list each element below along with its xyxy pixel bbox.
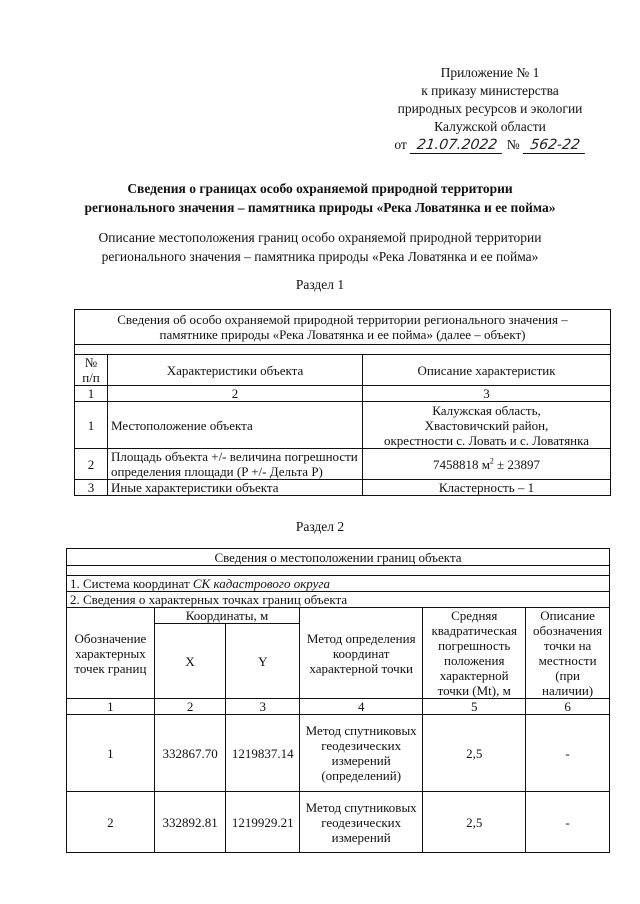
location-line-2: Хвастовичский район, — [424, 417, 549, 433]
index-row — [67, 699, 610, 715]
area-value — [363, 449, 611, 480]
object-info-table — [74, 309, 611, 496]
coordinate-system-value: СК кадастрового округа — [192, 576, 330, 591]
title-line-1: Сведения о границах особо охраняемой природной территории — [127, 181, 513, 196]
section-2-heading: Раздел 2 — [295, 519, 345, 534]
location-line-1: Калужская область, — [432, 402, 541, 418]
coordinate-system-label: 1. Система координат — [70, 576, 193, 591]
boundary-points-table — [66, 548, 610, 853]
header-method: Метод определения координат характерной точки — [300, 608, 423, 699]
point-error: 2,5 — [423, 792, 526, 853]
table-row — [75, 402, 611, 449]
appendix-block — [370, 64, 610, 154]
row-description: Кластерность – 1 — [363, 480, 611, 496]
appendix-line-4: Калужской области — [434, 119, 546, 134]
header-x: X — [154, 624, 226, 699]
row-num: 2 — [75, 449, 108, 480]
section-1-heading: Раздел 1 — [295, 277, 345, 292]
table-row — [67, 715, 610, 792]
table-row — [75, 449, 611, 480]
index-row — [75, 386, 611, 402]
index-cell: 2 — [154, 699, 226, 715]
header-num: № п/п — [75, 355, 108, 386]
row-description — [363, 402, 611, 449]
index-cell: 4 — [300, 699, 423, 715]
subtitle-line-1: Описание местоположения границ особо охраняемой природной территории — [98, 230, 542, 245]
row-num: 3 — [75, 480, 108, 496]
row-num: 1 — [75, 402, 108, 449]
area-unit-superscript: 2 — [489, 456, 494, 466]
from-label: от — [394, 137, 407, 152]
point-error: 2,5 — [423, 715, 526, 792]
point-method: Метод спутниковых геодезических измерений (определений) — [300, 715, 423, 792]
coordinate-system-row — [67, 576, 610, 592]
header-desc: Описание обозначения точки на местности (при наличии) — [526, 608, 610, 699]
header-coords: Координаты, м — [154, 608, 299, 624]
point-method: Метод спутниковых геодезических измерений — [300, 792, 423, 853]
table-row — [67, 792, 610, 853]
area-name-line-2: определения площади (P +/- Дельта P) — [111, 464, 323, 479]
index-cell: 3 — [226, 699, 300, 715]
object-info-caption — [75, 310, 611, 345]
point-y: 1219837.14 — [226, 715, 300, 792]
point-x: 332892.81 — [154, 792, 226, 853]
object-info-caption-line-1: Сведения об особо охраняемой природной территории регионального значения – — [117, 312, 568, 327]
header-characteristic: Характеристики объекта — [108, 355, 363, 386]
order-number-handwritten: 562-22 — [522, 137, 586, 154]
index-cell: 5 — [423, 699, 526, 715]
appendix-line-2: к приказу министерства — [421, 83, 559, 98]
document-subtitle — [40, 228, 600, 266]
index-cell: 2 — [108, 386, 363, 402]
row-characteristic — [108, 449, 363, 480]
row-characteristic: Иные характеристики объекта — [108, 480, 363, 496]
header-error: Средняя квадратическая погрешность положения характерной точки (Mt), м — [423, 608, 526, 699]
header-description: Описание характеристик — [363, 355, 611, 386]
boundary-caption: Сведения о местоположении границ объекта — [67, 549, 610, 566]
object-info-caption-line-2: памятнике природы «Река Ловатянка и ее пойма» (далее – объект) — [159, 327, 526, 342]
point-x: 332867.70 — [154, 715, 226, 792]
row-characteristic: Местоположение объекта — [108, 402, 363, 449]
spacer-row — [75, 345, 611, 355]
index-cell: 1 — [67, 699, 155, 715]
index-cell: 3 — [363, 386, 611, 402]
point-y: 1219929.21 — [226, 792, 300, 853]
index-cell: 6 — [526, 699, 610, 715]
location-line-3: окрестности с. Ловать и с. Ловатянка — [383, 432, 590, 448]
points-caption: 2. Сведения о характерных точках границ объекта — [67, 592, 610, 608]
area-error: ± 23897 — [493, 456, 541, 472]
document-title — [40, 179, 600, 217]
table-row — [75, 480, 611, 496]
spacer-row — [67, 566, 610, 576]
index-cell: 1 — [75, 386, 108, 402]
appendix-line-1: Приложение № 1 — [440, 65, 540, 80]
header-y: Y — [226, 624, 300, 699]
title-line-2: регионального значения – памятника природы «Река Ловатянка и ее пойма» — [84, 200, 556, 215]
order-date-number-line — [370, 136, 610, 154]
point-desc: - — [526, 715, 610, 792]
header-point: Обозначение характерных точек границ — [67, 608, 155, 699]
area-name-line-1: Площадь объекта +/- величина погрешности — [111, 449, 358, 464]
order-date-handwritten: 21.07.2022 — [410, 137, 504, 154]
point-desc: - — [526, 792, 610, 853]
area-value-number: 7458818 м — [432, 456, 490, 472]
subtitle-line-2: регионального значения – памятника природы «Река Ловатянка и ее пойма» — [101, 249, 539, 264]
number-label: № — [506, 137, 520, 152]
point-id: 1 — [67, 715, 155, 792]
appendix-line-3: природных ресурсов и экологии — [397, 101, 583, 116]
point-id: 2 — [67, 792, 155, 853]
